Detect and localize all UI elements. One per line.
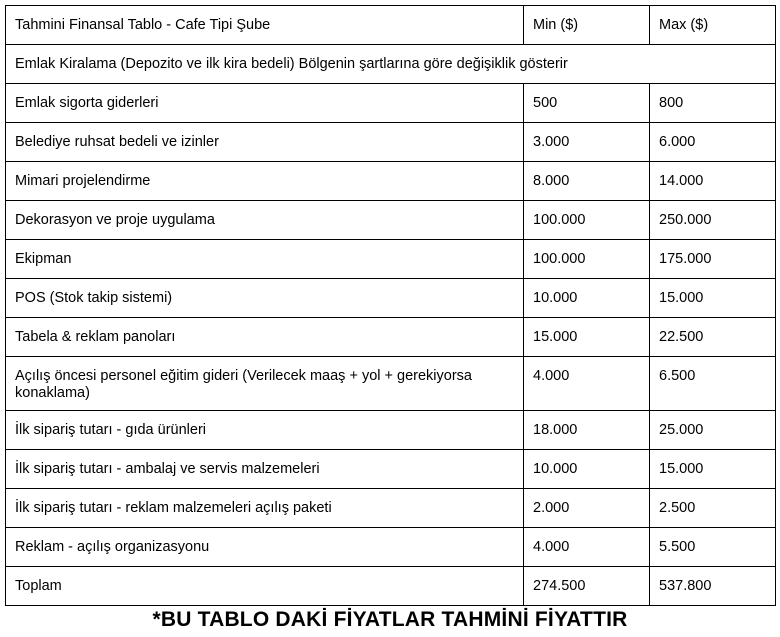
item-cell: İlk sipariş tutarı - ambalaj ve servis malzemeleri — [6, 450, 524, 489]
item-cell: Emlak sigorta giderleri — [6, 84, 524, 123]
max-cell: 800 — [650, 84, 776, 123]
item-cell: Dekorasyon ve proje uygulama — [6, 201, 524, 240]
min-cell: 8.000 — [524, 162, 650, 201]
max-cell: 14.000 — [650, 162, 776, 201]
min-cell: 3.000 — [524, 123, 650, 162]
total-row — [6, 567, 776, 606]
item-cell: Reklam - açılış organizasyonu — [6, 528, 524, 567]
table-row — [6, 357, 776, 411]
max-cell: 22.500 — [650, 318, 776, 357]
min-cell: 100.000 — [524, 240, 650, 279]
table-row — [6, 450, 776, 489]
min-cell: 4.000 — [524, 357, 650, 411]
min-cell: 10.000 — [524, 450, 650, 489]
header-cell-max: Max ($) — [650, 6, 776, 45]
min-cell: 4.000 — [524, 528, 650, 567]
header-cell-title: Tahmini Finansal Tablo - Cafe Tipi Şube — [6, 6, 524, 45]
table-row — [6, 162, 776, 201]
min-cell: 18.000 — [524, 411, 650, 450]
min-cell: 10.000 — [524, 279, 650, 318]
min-cell: 100.000 — [524, 201, 650, 240]
item-cell: İlk sipariş tutarı - gıda ürünleri — [6, 411, 524, 450]
price-disclaimer: *BU TABLO DAKİ FİYATLAR TAHMİNİ FİYATTIR — [152, 608, 628, 631]
table-row — [6, 123, 776, 162]
item-cell: İlk sipariş tutarı - reklam malzemeleri açılış paketi — [6, 489, 524, 528]
max-cell: 15.000 — [650, 279, 776, 318]
max-cell: 15.000 — [650, 450, 776, 489]
item-cell: Belediye ruhsat bedeli ve izinler — [6, 123, 524, 162]
header-cell-min: Min ($) — [524, 6, 650, 45]
max-cell: 25.000 — [650, 411, 776, 450]
item-cell: Mimari projelendirme — [6, 162, 524, 201]
rent-note-cell: Emlak Kiralama (Depozito ve ilk kira bedeli) Bölgenin şartlarına göre değişiklik gösterir — [6, 45, 776, 84]
table-row — [6, 411, 776, 450]
table-row — [6, 201, 776, 240]
table-row — [6, 318, 776, 357]
max-cell: 6.500 — [650, 357, 776, 411]
item-cell: Ekipman — [6, 240, 524, 279]
max-cell: 6.000 — [650, 123, 776, 162]
total-max-cell: 537.800 — [650, 567, 776, 606]
min-cell: 15.000 — [524, 318, 650, 357]
table-row — [6, 240, 776, 279]
min-cell: 500 — [524, 84, 650, 123]
table-row — [6, 489, 776, 528]
financial-table — [5, 5, 776, 606]
item-cell: Açılış öncesi personel eğitim gideri (Verilecek maaş + yol + gerekiyorsa konaklama) — [6, 357, 524, 411]
max-cell: 250.000 — [650, 201, 776, 240]
table-header-row — [6, 6, 776, 45]
item-cell: POS (Stok takip sistemi) — [6, 279, 524, 318]
item-cell: Tabela & reklam panoları — [6, 318, 524, 357]
min-cell: 2.000 — [524, 489, 650, 528]
total-label-cell: Toplam — [6, 567, 524, 606]
table-row — [6, 279, 776, 318]
max-cell: 2.500 — [650, 489, 776, 528]
table-row — [6, 528, 776, 567]
document — [5, 5, 775, 606]
total-min-cell: 274.500 — [524, 567, 650, 606]
max-cell: 5.500 — [650, 528, 776, 567]
max-cell: 175.000 — [650, 240, 776, 279]
rent-note-row — [6, 45, 776, 84]
table-row — [6, 84, 776, 123]
